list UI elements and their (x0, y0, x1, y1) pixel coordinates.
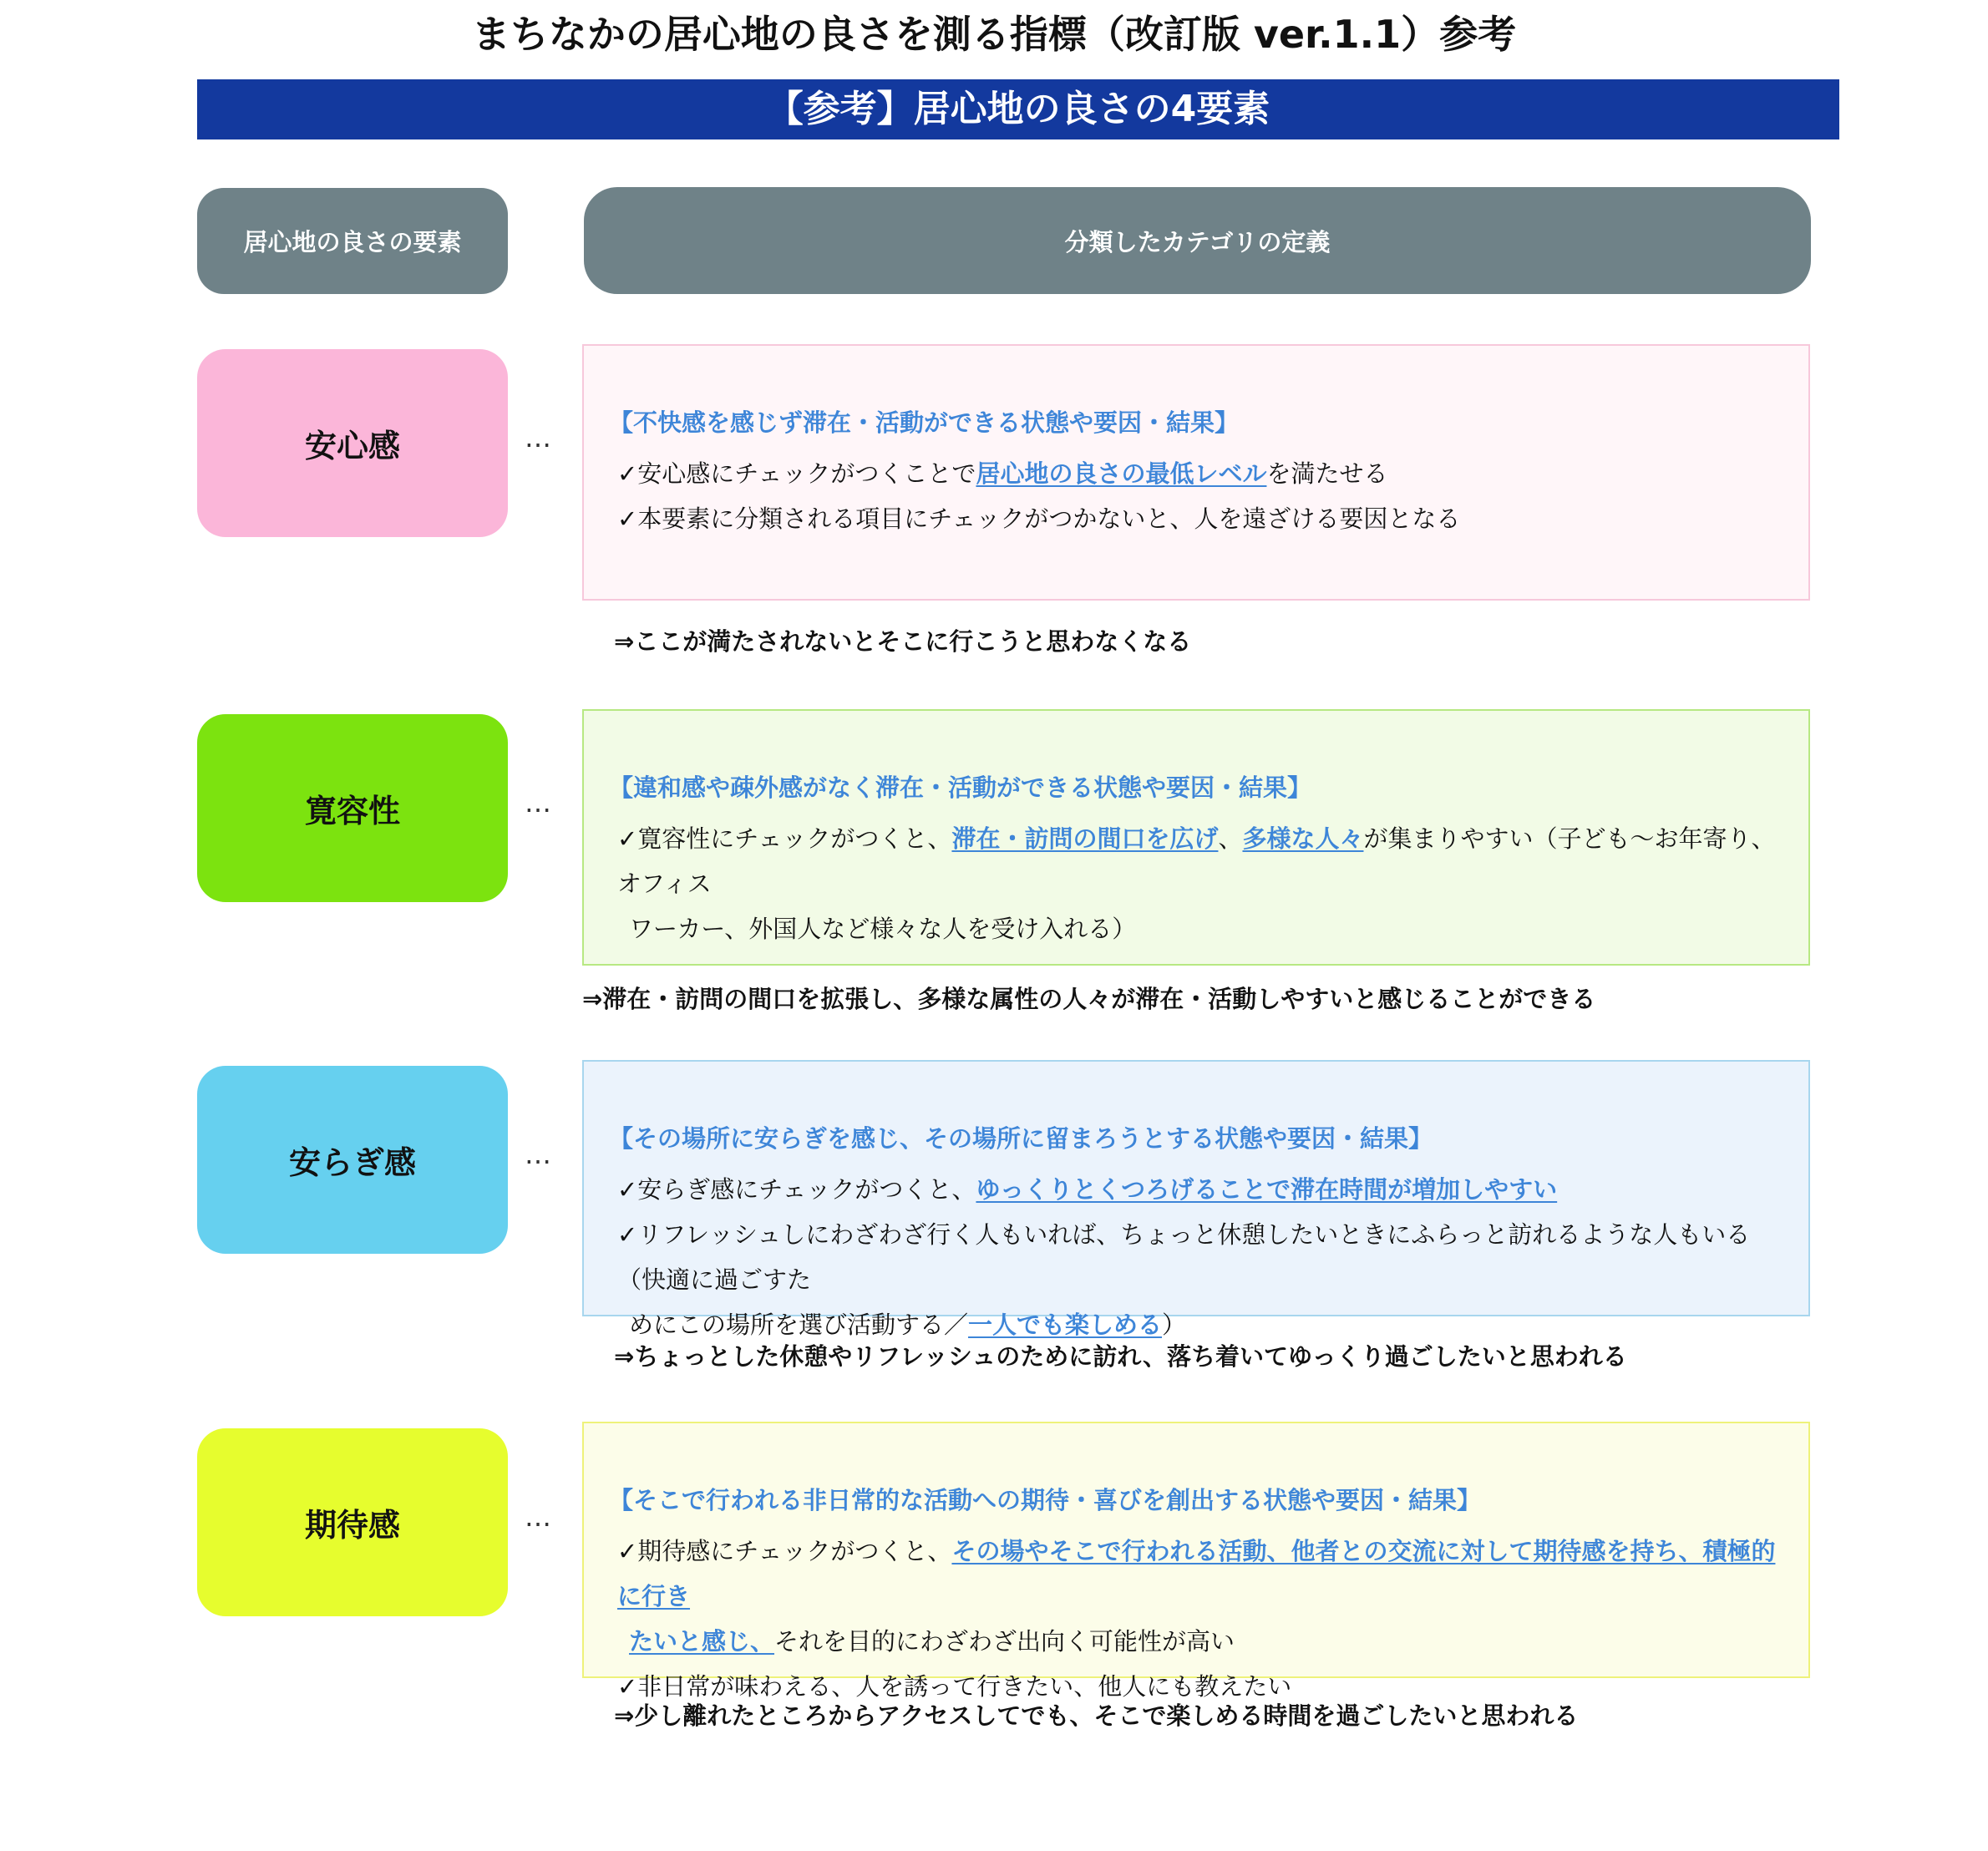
highlight-text: その場やそこで行われる活動、他者との交流に対して期待感を持ち、積極的に行き (617, 1537, 1776, 1610)
highlight-text: 一人でも楽しめる (968, 1311, 1163, 1339)
header-definitions: 分類したカテゴリの定義 (584, 187, 1811, 294)
element-yasuragikan: 安らぎ感 (197, 1066, 508, 1254)
element-kitaikan: 期待感 (197, 1428, 508, 1616)
definition-heading: 【その場所に安らぎを感じ、その場所に留まろうとする状態や要因・結果】 (609, 1124, 1433, 1153)
ellipsis: … (525, 1501, 552, 1533)
section-banner: 【参考】居心地の良さの4要素 (197, 79, 1839, 139)
definition-heading: 【違和感や疎外感がなく滞在・活動ができる状態や要因・結果】 (609, 773, 1312, 802)
highlight-text: 居心地の良さの最低レベル (976, 459, 1267, 488)
definition-box-kanyousei (582, 709, 1810, 966)
highlight-text: ゆっくりとくつろげることで滞在時間が増加しやすい (976, 1175, 1558, 1204)
definition-line: ✓安心感にチェックがつくことで居心地の良さの最低レベルを満たせる (617, 459, 1388, 488)
ellipsis: … (525, 1138, 552, 1170)
definition-box-anshinkan (582, 344, 1810, 601)
definition-box-kitaikan (582, 1422, 1810, 1701)
definition-box-yasuragikan (582, 1060, 1810, 1339)
ellipsis: … (525, 422, 552, 454)
summary-kanyousei: ⇒滞在・訪問の間口を拡張し、多様な属性の人々が滞在・活動しやすいと感じることができる (582, 985, 1596, 1013)
definition-line: ✓非日常が味わえる、人を誘って行きたい、他人にも教えたい (617, 1672, 1292, 1701)
ellipsis: … (525, 787, 552, 819)
header-elements: 居心地の良さの要素 (197, 188, 508, 294)
definition-line: ✓リフレッシュしにわざわざ行く人もいれば、ちょっと休憩したいときにふらっと訪れるような人もいる（快適に過ごすた めにこの場所を選び活動する／一人でも楽しめる） (617, 1220, 1751, 1339)
definition-line: ✓寛容性にチェックがつくと、滞在・訪問の間口を広げ、多様な人々が集まりやすい（子ども～お年寄り、オフィス ワーカー、外国人など様々な人を受け入れる） (617, 824, 1776, 943)
highlight-text: 多様な人々 (1242, 824, 1364, 853)
element-kanyousei: 寛容性 (197, 714, 508, 902)
definition-heading: 【不快感を感じず滞在・活動ができる状態や要因・結果】 (609, 408, 1240, 437)
definition-heading: 【そこで行われる非日常的な活動への期待・喜びを創出する状態や要因・結果】 (609, 1486, 1482, 1514)
highlight-text: たいと感じ、 (629, 1627, 775, 1656)
definition-line: ✓本要素に分類される項目にチェックがつかないと、人を遠ざける要因となる (617, 505, 1461, 533)
highlight-text: 滞在・訪問の間口を広げ (951, 824, 1219, 853)
page-title: まちなかの居心地の良さを測る指標（改訂版 ver.1.1）参考 (471, 12, 1517, 57)
summary-kitaikan: ⇒少し離れたところからアクセスしてでも、そこで楽しめる時間を過ごしたいと思われる (614, 1701, 1579, 1730)
summary-anshinkan: ⇒ここが満たされないとそこに行こうと思わなくなる (614, 627, 1192, 656)
summary-yasuragikan: ⇒ちょっとした休憩やリフレッシュのために訪れ、落ち着いてゆっくり過ごしたいと思われる (614, 1342, 1627, 1371)
element-anshinkan: 安心感 (197, 349, 508, 537)
definition-line: ✓安らぎ感にチェックがつくと、ゆっくりとくつろげることで滞在時間が増加しやすい (617, 1175, 1558, 1204)
definition-line: ✓期待感にチェックがつくと、その場やそこで行われる活動、他者との交流に対して期待感を持ち、積極的に行き たいと感じ、それを目的にわざわざ出向く可能性が高い (617, 1537, 1776, 1656)
